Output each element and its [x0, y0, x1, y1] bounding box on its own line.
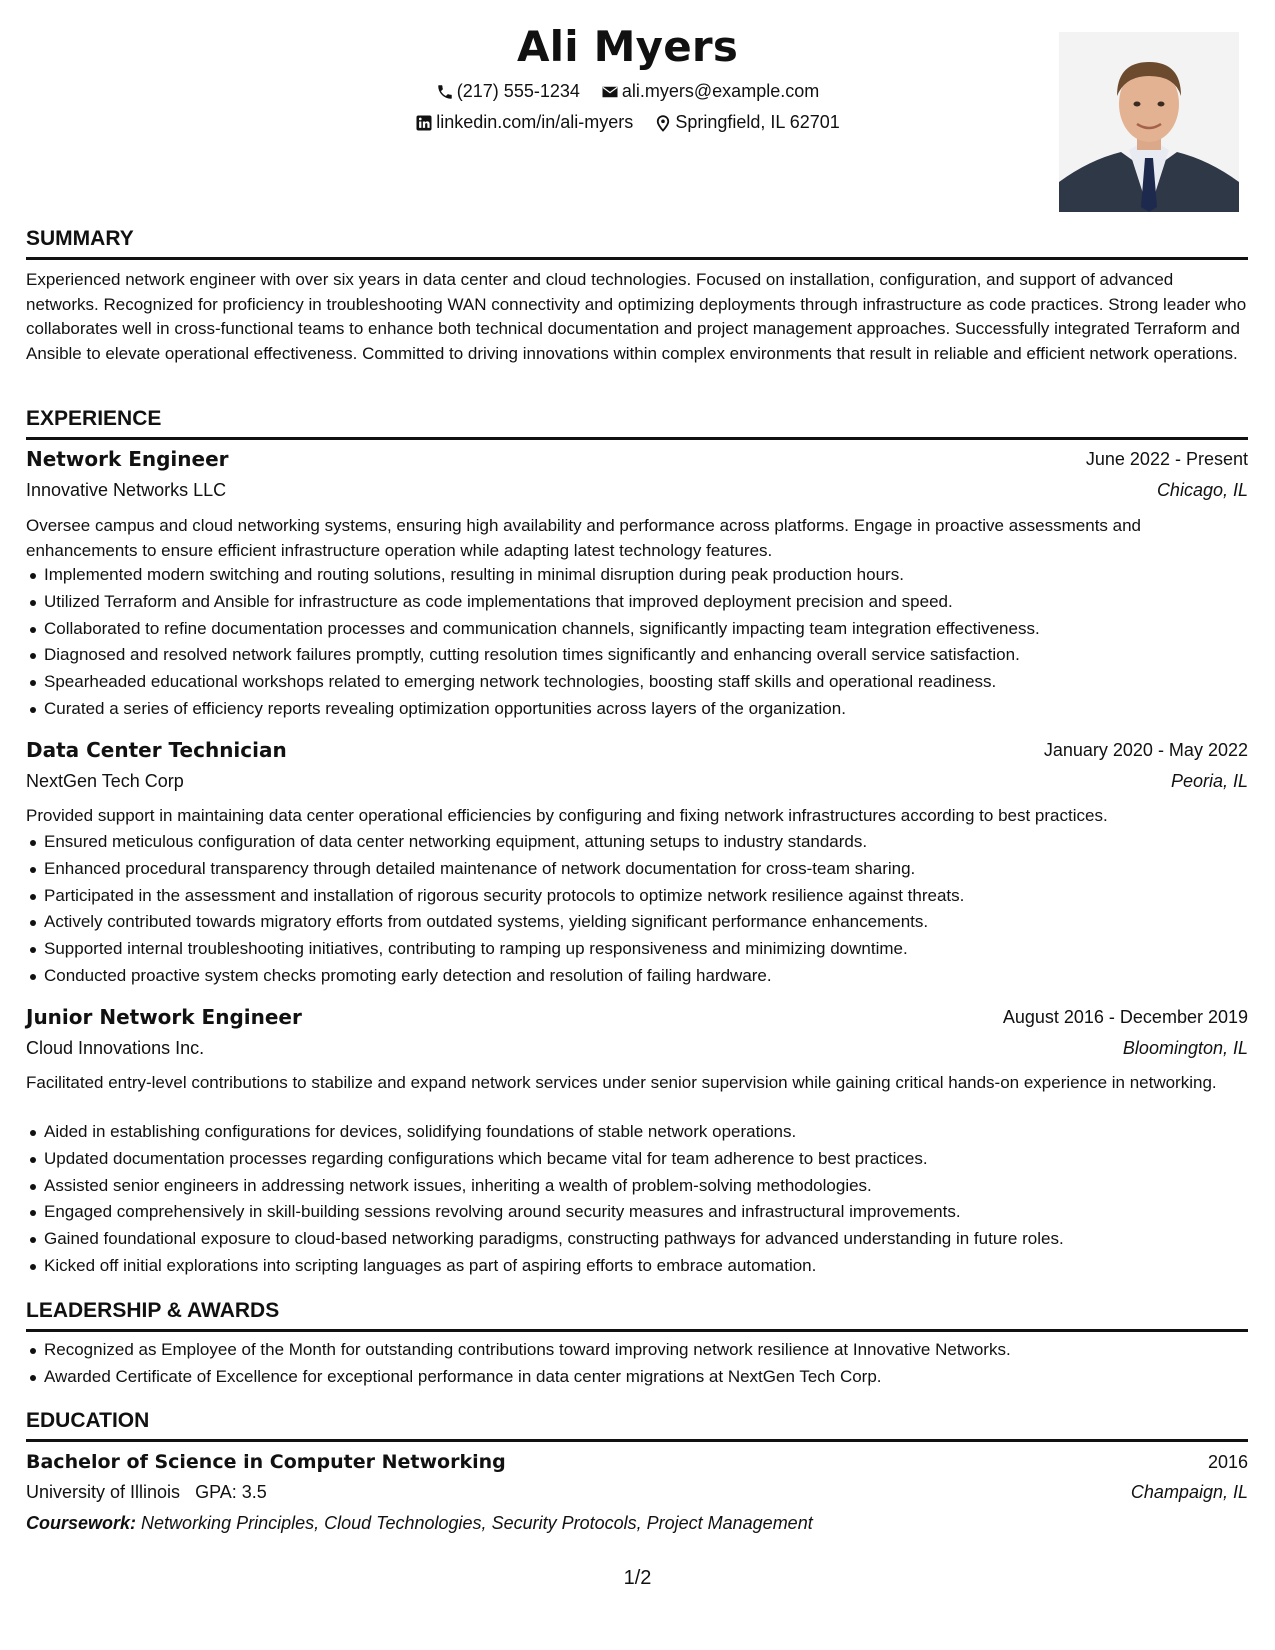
job-dates: August 2016 - December 2019 [1002, 1007, 1248, 1027]
job-description: Oversee campus and cloud networking systems, ensuring high availability and performance across platforms. Engage in proactive assessments and enhancements to ensure efficient infrastructure operation while adapting latest technology features. [26, 516, 1142, 560]
list-item: Awarded Certificate of Excellence for exceptional performance in data center migrations at NextGen Tech Corp. [44, 1364, 1266, 1391]
portrait-image [1059, 32, 1239, 212]
list-item: Gained foundational exposure to cloud-based networking paradigms, constructing pathways for advanced understanding in future roles. [44, 1226, 1266, 1253]
job-bullets [26, 562, 1266, 723]
leadership-heading: LEADERSHIP & AWARDS [26, 1299, 280, 1322]
experience-heading: EXPERIENCE [26, 407, 162, 430]
list-item: Collaborated to refine documentation processes and communication channels, significantly impacting team integration effectiveness. [44, 616, 1266, 643]
leadership-bullets [26, 1337, 1266, 1391]
gpa: GPA: 3.5 [195, 1482, 267, 1502]
school-location: Champaign, IL [1130, 1482, 1248, 1502]
summary-heading: SUMMARY [26, 227, 134, 250]
job-location: Chicago, IL [1156, 480, 1248, 500]
phone-icon [436, 83, 454, 101]
graduation-year: 2016 [1207, 1452, 1248, 1472]
school-line [26, 1482, 267, 1503]
summary-text: Experienced network engineer with over six years in data center and cloud technologies. Focused on installation, configuration, and support of advanced networks. Recognized for proficiency in troubleshooting WAN connectivity and optimizing deployments through infrastructure as code practices. Strong leader who collaborates well in cross-functional teams to enhance both technical documentation and project management approaches. Successfully integrated Terraform and Ansible to elevate operational effectiveness. Committed to driving innovations within complex environments that result in reliable and efficient network operations. [26, 270, 1247, 363]
list-item: Implemented modern switching and routing solutions, resulting in minimal disruption during peak production hours. [44, 562, 1266, 589]
location-text: Springfield, IL 62701 [675, 112, 840, 132]
job-company: NextGen Tech Corp [26, 771, 184, 791]
list-item: Enhanced procedural transparency through detailed maintenance of network documentation for cross-team sharing. [44, 856, 1266, 883]
job-dates: June 2022 - Present [1085, 449, 1248, 469]
list-item: Actively contributed towards migratory efforts from outdated systems, yielding significant performance enhancements. [44, 909, 1266, 936]
location-contact [654, 112, 839, 133]
job-title: Junior Network Engineer [26, 1005, 302, 1029]
coursework-list: Networking Principles, Cloud Technologies, Security Protocols, Project Management [141, 1513, 813, 1533]
job-description: Provided support in maintaining data center operational efficiencies by configuring and fixing network infrastructures according to best practices. [26, 806, 1108, 825]
job-description: Facilitated entry-level contributions to stabilize and expand network services under senior supervision while gaining critical hands-on experience in networking. [26, 1073, 1217, 1092]
coursework-label: Coursework: [26, 1513, 137, 1533]
summary-divider [26, 257, 1248, 260]
list-item: Diagnosed and resolved network failures promptly, cutting resolution times significantly and enhancing overall service satisfaction. [44, 642, 1266, 669]
profile-photo [1059, 32, 1239, 212]
email-text[interactable]: ali.myers@example.com [621, 81, 820, 101]
list-item: Assisted senior engineers in addressing network issues, inheriting a wealth of problem-solving methodologies. [44, 1173, 1266, 1200]
job-title: Data Center Technician [26, 738, 287, 762]
job-title: Network Engineer [26, 447, 229, 471]
list-item: Participated in the assessment and installation of rigorous security protocols to optimize network resilience against threats. [44, 883, 1266, 910]
page-number: 1/2 [623, 1567, 652, 1589]
phone-text: (217) 555-1234 [456, 81, 580, 101]
list-item: Conducted proactive system checks promoting early detection and resolution of failing hardware. [44, 963, 1266, 990]
list-item: Utilized Terraform and Ansible for infrastructure as code implementations that improved deployment precision and speed. [44, 589, 1266, 616]
job-location: Peoria, IL [1170, 771, 1248, 791]
linkedin-icon [415, 114, 433, 132]
degree-title: Bachelor of Science in Computer Networking [26, 1451, 506, 1473]
map-pin-icon [654, 114, 672, 132]
list-item: Updated documentation processes regarding configurations which became vital for team adherence to best practices. [44, 1146, 1266, 1173]
list-item: Recognized as Employee of the Month for outstanding contributions toward improving network resilience at Innovative Networks. [44, 1337, 1266, 1364]
envelope-icon [601, 83, 619, 101]
leadership-divider [26, 1329, 1248, 1332]
list-item: Engaged comprehensively in skill-building sessions revolving around security measures and infrastructural improvements. [44, 1199, 1266, 1226]
job-company: Cloud Innovations Inc. [26, 1038, 205, 1058]
education-heading: EDUCATION [26, 1409, 150, 1432]
job-bullets [26, 829, 1266, 990]
job-company: Innovative Networks LLC [26, 480, 227, 500]
coursework-line [26, 1513, 813, 1534]
linkedin-contact[interactable] [415, 112, 633, 133]
list-item: Supported internal troubleshooting initiatives, contributing to ramping up responsiveness and minimizing downtime. [44, 936, 1266, 963]
job-location: Bloomington, IL [1122, 1038, 1248, 1058]
education-divider [26, 1439, 1248, 1442]
job-dates: January 2020 - May 2022 [1043, 740, 1248, 760]
list-item: Curated a series of efficiency reports revealing optimization opportunities across layers of the organization. [44, 696, 1266, 723]
job-bullets [26, 1119, 1266, 1280]
list-item: Spearheaded educational workshops related to emerging network technologies, boosting staff skills and operational readiness. [44, 669, 1266, 696]
school-name: University of Illinois [26, 1482, 181, 1502]
list-item: Ensured meticulous configuration of data center networking equipment, attuning setups to industry standards. [44, 829, 1266, 856]
list-item: Aided in establishing configurations for devices, solidifying foundations of stable network operations. [44, 1119, 1266, 1146]
email-contact[interactable] [601, 81, 819, 102]
linkedin-text[interactable]: linkedin.com/in/ali-myers [436, 112, 634, 132]
candidate-name: Ali Myers [516, 22, 739, 71]
list-item: Kicked off initial explorations into scripting languages as part of aspiring efforts to embrace automation. [44, 1253, 1266, 1280]
phone-contact [436, 81, 580, 102]
experience-divider [26, 437, 1248, 440]
